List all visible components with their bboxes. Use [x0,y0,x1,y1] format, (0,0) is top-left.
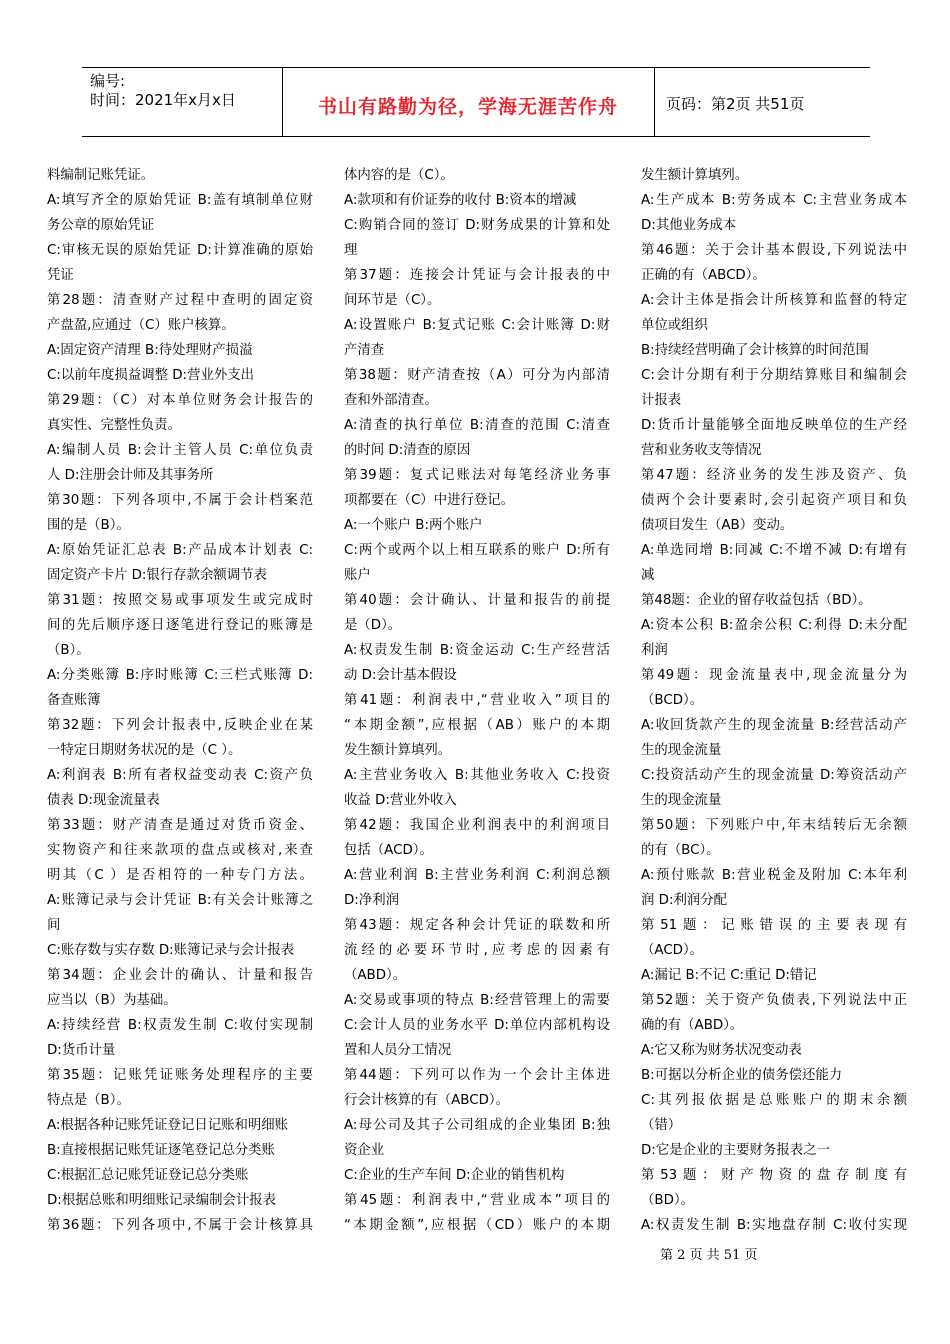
text-line: 第35题：记账凭证账务处理程序的主要 [47,1068,313,1083]
text-line: A:它又称为财务状况变动表 [641,1043,802,1058]
text-line: “本期金额”,应根据（CD）账户的本期 [344,1218,610,1233]
text-line: 第46题：关于会计基本假设,下列说法中 [641,243,907,258]
text-line: 债项目发生（AB）变动。 [641,518,794,533]
text-line: A:收回货款产生的现金流量 B:经营活动产 [641,718,907,733]
text-line: 计报表 [641,393,682,408]
text-line: 一特定日期财务状况的是（C ）。 [47,743,242,758]
text-line: A:持续经营 B:权责发生制 C:收付实现制 [47,1018,313,1033]
text-line: C:根据汇总记账凭证登记总分类账 [47,1168,249,1183]
text-line: 账户 [344,568,371,583]
text-line: 第39题：复式记账法对每笔经济业务事 [344,468,610,483]
document-time-label: 时间：2021年x月x日 [90,91,236,109]
text-line: A:权责发生制 B:实地盘存制 C:收付实现 [641,1218,907,1233]
text-line: 利润 [641,643,668,658]
text-line: A:编制人员 B:会计主管人员 C:单位负责 [47,443,313,458]
text-line: 真实性、完整性负责。 [47,418,181,433]
text-line: C:会计分期有利于分期结算账目和编制会 [641,368,907,383]
text-column-right [641,163,907,1238]
text-line: 间 [47,918,61,933]
text-line: 第52题：关于资产负债表,下列说法中正 [641,993,907,1008]
text-line: （ABD）。 [344,968,407,983]
text-line: D:货币计量 [47,1043,116,1058]
text-line: A:权责发生制 B:资金运动 C:生产经营活 [344,643,610,658]
text-line: C:企业的生产车间 D:企业的销售机构 [344,1168,565,1183]
text-line: A:漏记 B:不记 C:重记 D:错记 [641,968,817,983]
text-line: B:直接根据记账凭证逐笔登记总分类账 [47,1143,275,1158]
text-line: 第29题：（C）对本单位财务会计报告的 [47,393,313,408]
text-line: A:会计主体是指会计所核算和监督的特定 [641,293,907,308]
text-line: 实物资产和往来款项的盘点或核对,来查 [47,843,313,858]
text-line: 行会计核算的有（ABCD）。 [344,1093,509,1108]
text-line: 债表 D:现金流量表 [47,793,160,808]
text-line: A:交易或事项的特点 B:经营管理上的需要 [344,993,610,1008]
text-line: 第45题：利润表中,“营业成本”项目的 [344,1193,610,1208]
text-line: （错） [641,1118,682,1133]
text-column-left [47,163,313,1238]
text-line: B:持续经营明确了会计核算的时间范围 [641,343,869,358]
text-line: 发生额计算填列。 [641,168,749,183]
text-line: 第30题：下列各项中,不属于会计档案范 [47,493,313,508]
text-line: A:固定资产清理 B:待处理财产损溢 [47,343,253,358]
text-line: 第48题：企业的留存收益包括（BD）。 [641,593,872,608]
text-line: A:设置账户 B:复式记账 C:会计账簿 D:财 [344,318,610,333]
header-meta-cell [82,68,283,136]
text-line: 围的是（B）。 [47,518,130,533]
text-line: 间的先后顺序逐日逐笔进行登记的账簿是 [47,618,313,633]
text-line: 生的现金流量 [641,743,722,758]
text-line: 置和人员分工情况 [344,1043,452,1058]
text-line: 收益 D:营业外收入 [344,793,457,808]
text-line: 的时间 D:清查的原因 [344,443,471,458]
text-line: 备查账簿 [47,693,101,708]
text-line: A:原始凭证汇总表 B:产品成本计划表 C: [47,543,313,558]
text-line: 特点是（B）。 [47,1093,130,1108]
text-line: 第49题：现金流量表中,现金流量分为 [641,668,907,683]
text-line: 第37题：连接会计凭证与会计报表的中 [344,268,610,283]
text-line: B:可据以分析企业的债务偿还能力 [641,1068,843,1083]
text-line: A:分类账簿 B:序时账簿 C:三栏式账簿 D: [47,668,313,683]
text-line: A:单选同增 B:同减 C:不增不减 D:有增有 [641,543,907,558]
text-line: C:账存数与实存数 D:账簿记录与会计报表 [47,943,295,958]
text-line: 间环节是（C）。 [344,293,441,308]
text-line: D:其他业务成本 [641,218,737,233]
text-line: 第42题：我国企业利润表中的利润项目 [344,818,610,833]
text-line: 营和业务收支等情况 [641,443,762,458]
text-line: 项都要在（C）中进行登记。 [344,493,515,508]
text-line: 第33题：财产清查是通过对货币资金、 [47,818,313,833]
text-line: 体内容的是（C）。 [344,168,454,183]
header-motto-cell [282,68,655,136]
text-line: 是（D）。 [344,618,402,633]
text-line: A:款项和有价证券的收付 B:资本的增减 [344,193,577,208]
text-line: 的有（BC）。 [641,843,720,858]
text-line: A:根据各种记账凭证登记日记账和明细账 [47,1118,289,1133]
text-line: （ACD）。 [641,943,704,958]
text-line: 明其（C ）是否相符的一种专门方法。 [47,868,313,883]
text-line: 减 [641,568,655,583]
text-line: C:以前年度损益调整 D:营业外支出 [47,368,255,383]
text-line: 流经的必要环节时,应考虑的因素有 [344,943,610,958]
text-line: 第41题：利润表中,“营业收入”项目的 [344,693,610,708]
text-line: 润 D:利润分配 [641,893,728,908]
text-line: 人 D:注册会计师及其事务所 [47,468,214,483]
text-line: （BD）。 [641,1193,694,1208]
text-line: 单位或组织 [641,318,708,333]
page-footer: 第 2 页 共 51 页 [660,1248,758,1263]
text-line: A:营业利润 B:主营业务利润 C:利润总额 [344,868,610,883]
text-line: 第40题：会计确认、计量和报告的前提 [344,593,610,608]
text-line: C:购销合同的签订 D:财务成果的计算和处 [344,218,610,233]
text-line: A:资本公积 B:盈余公积 C:利得 D:未分配 [641,618,907,633]
text-line: 第50题：下列账户中,年末结转后无余额 [641,818,907,833]
page-header [82,67,870,137]
text-line: 第44题：下列可以作为一个会计主体进 [344,1068,610,1083]
text-line: 产清查 [344,343,385,358]
text-line: 应当以（B）为基础。 [47,993,177,1008]
text-line: C:会计人员的业务水平 D:单位内部机构设 [344,1018,610,1033]
text-line: （BCD）。 [641,693,704,708]
text-line: A:生产成本 B:劳务成本 C:主营业务成本 [641,193,907,208]
motto-text: 书山有路勤为径，学海无涯苦作舟 [317,96,618,118]
text-line: 第43题：规定各种会计凭证的联数和所 [344,918,610,933]
text-line: A:填写齐全的原始凭证 B:盖有填制单位财 [47,193,313,208]
text-line: 第47题：经济业务的发生涉及资产、负 [641,468,907,483]
text-line: C:两个或两个以上相互联系的账户 D:所有 [344,543,610,558]
text-line: 第32题：下列会计报表中,反映企业在某 [47,718,313,733]
text-line: 第53题：财产物资的盘存制度有 [641,1168,907,1183]
text-line: 第31题：按照交易或事项发生或完成时 [47,593,313,608]
text-line: A:母公司及其子公司组成的企业集团 B:独 [344,1118,610,1133]
text-line: 理 [344,243,358,258]
text-line: 查和外部清查。 [344,393,438,408]
text-line: A:主营业务收入 B:其他业务收入 C:投资 [344,768,610,783]
text-line: 包括（ACD）。 [344,843,433,858]
text-line: 第28题：清查财产过程中查明的固定资 [47,293,313,308]
text-line: 确的有（ABD）。 [641,1018,744,1033]
text-column-middle [344,163,610,1238]
text-line: A:清查的执行单位 B:清查的范围 C:清查 [344,418,610,433]
text-line: D:它是企业的主要财务报表之一 [641,1143,830,1158]
text-line: D:净利润 [344,893,399,908]
text-line: 生的现金流量 [641,793,722,808]
text-line: C:审核无误的原始凭证 D:计算准确的原始 [47,243,313,258]
text-line: 发生额计算填列。 [344,743,452,758]
text-line: “本期金额”,应根据（AB）账户的本期 [344,718,610,733]
text-line: 第51题：记账错误的主要表现有 [641,918,907,933]
text-line: （B）。 [47,643,90,658]
text-line: D:货币计量能够全面地反映单位的生产经 [641,418,907,433]
text-line: A:账簿记录与会计凭证 B:有关会计账簿之 [47,893,313,908]
text-line: A:预付账款 B:营业税金及附加 C:本年利 [641,868,907,883]
text-line: A:利润表 B:所有者权益变动表 C:资产负 [47,768,313,783]
header-page-cell [654,68,870,136]
text-line: 第38题：财产清查按（A）可分为内部清 [344,368,610,383]
text-line: 凭证 [47,268,74,283]
text-line: 固定资产卡片 D:银行存款余额调节表 [47,568,267,583]
document-number-label: 编号: [90,72,126,90]
text-line: A:一个账户 B:两个账户 [344,518,483,533]
text-line: D:根据总账和明细账记录编制会计报表 [47,1193,277,1208]
text-line: 资企业 [344,1143,385,1158]
text-line: 料编制记账凭证。 [47,168,155,183]
text-line: 正确的有（ABCD）。 [641,268,766,283]
text-line: 务公章的原始凭证 [47,218,155,233]
page-number-info: 页码：第2页 共51页 [666,95,805,113]
text-line: C:其列报依据是总账账户的期末余额 [641,1093,907,1108]
text-line: 债两个会计要素时,会引起资产项目和负 [641,493,907,508]
text-line: 产盘盈,应通过（C）账户核算。 [47,318,235,333]
text-line: C:投资活动产生的现金流量 D:筹资活动产 [641,768,907,783]
text-line: 动 D:会计基本假设 [344,668,457,683]
text-line: 第34题：企业会计的确认、计量和报告 [47,968,313,983]
text-line: 第36题：下列各项中,不属于会计核算具 [47,1218,313,1233]
